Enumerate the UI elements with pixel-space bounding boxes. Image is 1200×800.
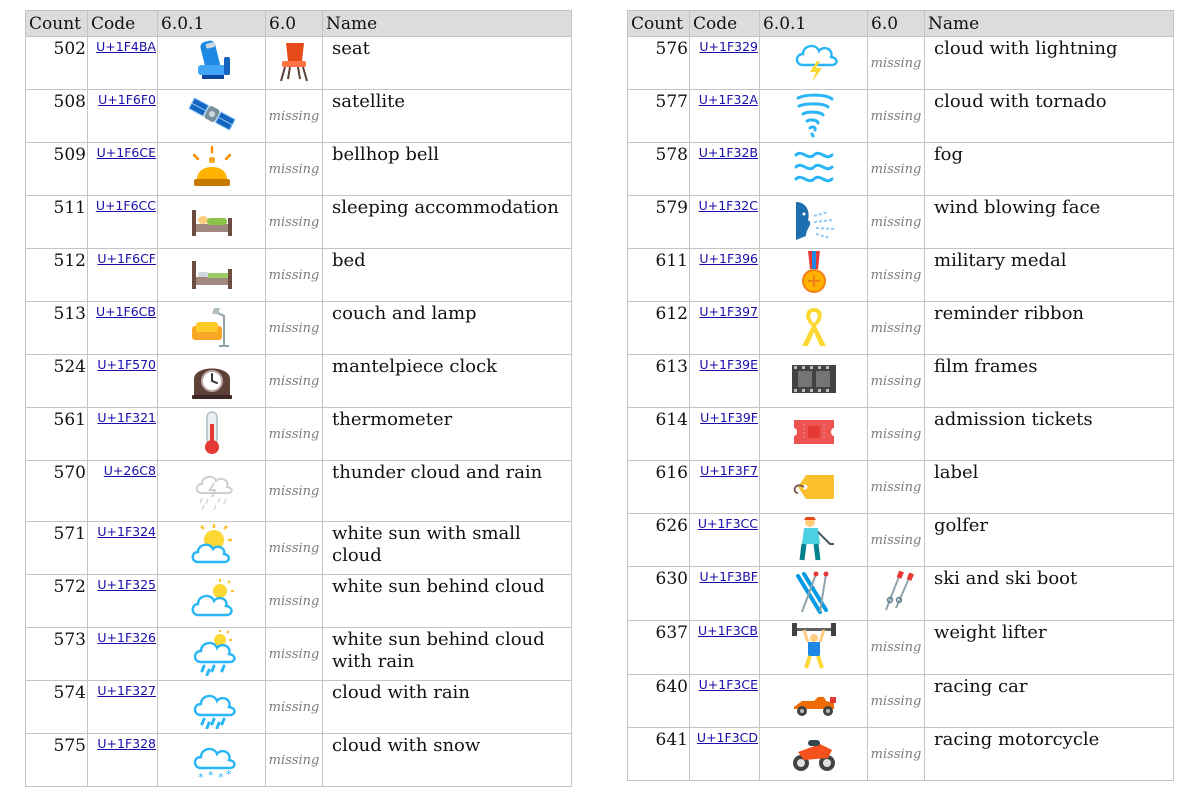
code-link[interactable]: U+1F32C (698, 198, 758, 213)
code-link[interactable]: U+1F39E (699, 357, 758, 372)
count-cell: 641 (628, 728, 690, 781)
count-cell: 611 (628, 249, 690, 302)
code-link[interactable]: U+1F328 (97, 736, 156, 751)
name-cell: cloud with lightning (925, 37, 1174, 90)
code-cell (88, 681, 158, 734)
missing-label: missing (868, 37, 925, 90)
fog-icon (790, 143, 838, 191)
table-row (26, 408, 572, 461)
count-cell: 509 (26, 143, 88, 196)
code-cell (88, 628, 158, 681)
table-row (26, 196, 572, 249)
code-cell (690, 143, 760, 196)
admission-tickets-icon (790, 408, 838, 456)
missing-label: missing (868, 728, 925, 781)
emoji-6-0-1-cell (158, 628, 266, 681)
table-row (628, 514, 1174, 567)
count-cell: 613 (628, 355, 690, 408)
missing-label: missing (868, 302, 925, 355)
code-link[interactable]: U+1F329 (699, 39, 758, 54)
name-cell: mantelpiece clock (323, 355, 572, 408)
name-cell: white sun behind cloud (323, 575, 572, 628)
missing-label: missing (266, 461, 323, 522)
emoji-6-0-1-cell (158, 461, 266, 522)
name-cell: cloud with rain (323, 681, 572, 734)
code-link[interactable]: U+1F324 (97, 524, 156, 539)
name-cell: white sun behind cloud with rain (323, 628, 572, 681)
missing-label: missing (266, 196, 323, 249)
code-cell (690, 249, 760, 302)
count-cell: 612 (628, 302, 690, 355)
code-cell (88, 355, 158, 408)
svg-text:*: * (217, 771, 223, 782)
ski-poles-icon (872, 568, 920, 616)
header-name: Name (925, 11, 1174, 37)
name-cell: cloud with snow (323, 734, 572, 787)
svg-text:*: * (197, 771, 203, 782)
code-link[interactable]: U+1F39F (700, 410, 758, 425)
racing-motorcycle-icon (790, 728, 838, 776)
table-row (628, 408, 1174, 461)
code-link[interactable]: U+1F325 (97, 577, 156, 592)
header-code: Code (88, 11, 158, 37)
emoji-6-0-1-cell (760, 302, 868, 355)
table-row (26, 37, 572, 90)
code-link[interactable]: U+1F6CF (97, 251, 156, 266)
code-cell (88, 734, 158, 787)
emoji-6-0-1-cell (760, 408, 868, 461)
weight-lifter-icon (790, 622, 838, 670)
code-cell (690, 675, 760, 728)
missing-label: missing (266, 302, 323, 355)
missing-label: missing (868, 408, 925, 461)
golfer-icon (790, 514, 838, 562)
code-cell (88, 37, 158, 90)
code-cell (690, 621, 760, 675)
count-cell: 630 (628, 567, 690, 621)
emoji-6-0-1-cell (760, 621, 868, 675)
count-cell: 570 (26, 461, 88, 522)
bellhop-bell-icon (188, 143, 236, 191)
name-cell: reminder ribbon (925, 302, 1174, 355)
svg-text:*: * (225, 768, 231, 781)
missing-label: missing (266, 681, 323, 734)
emoji-6-0-1-cell (158, 302, 266, 355)
emoji-table-right (627, 10, 1174, 781)
thunder-cloud-rain-icon (188, 465, 236, 513)
code-link[interactable]: U+1F6CC (95, 198, 156, 213)
name-cell: label (925, 461, 1174, 514)
table-row (26, 681, 572, 734)
code-link[interactable]: U+1F3CE (698, 677, 758, 692)
name-cell: golfer (925, 514, 1174, 567)
sun-behind-cloud-icon (188, 575, 236, 623)
header-name: Name (323, 11, 572, 37)
count-cell: 513 (26, 302, 88, 355)
code-cell (88, 143, 158, 196)
name-cell: ski and ski boot (925, 567, 1174, 621)
name-cell: thunder cloud and rain (323, 461, 572, 522)
count-cell: 579 (628, 196, 690, 249)
emoji-6-0-1-cell (158, 196, 266, 249)
ski-icon (790, 568, 838, 616)
missing-label: missing (868, 196, 925, 249)
emoji-6-0-1-cell (760, 37, 868, 90)
name-cell: admission tickets (925, 408, 1174, 461)
missing-label: missing (868, 249, 925, 302)
seat-icon (188, 37, 236, 85)
label-tag-icon (790, 461, 838, 509)
name-cell: racing car (925, 675, 1174, 728)
table-row (628, 567, 1174, 621)
code-cell (690, 728, 760, 781)
count-cell: 626 (628, 514, 690, 567)
table-row (628, 302, 1174, 355)
racing-car-icon (790, 675, 838, 723)
mantelpiece-clock-icon (188, 355, 236, 403)
count-cell: 561 (26, 408, 88, 461)
code-link[interactable]: U+1F6F0 (98, 92, 156, 107)
table-row (26, 734, 572, 787)
count-cell: 614 (628, 408, 690, 461)
header-6-0-1: 6.0.1 (760, 11, 868, 37)
table-row (26, 628, 572, 681)
bed-icon (188, 249, 236, 297)
table-header-row (26, 11, 572, 37)
missing-label: missing (266, 249, 323, 302)
missing-label: missing (266, 575, 323, 628)
count-cell: 502 (26, 37, 88, 90)
name-cell: bed (323, 249, 572, 302)
satellite-icon (188, 90, 236, 138)
table-row (628, 143, 1174, 196)
header-6-0: 6.0 (868, 11, 925, 37)
emoji-6-0-1-cell (760, 355, 868, 408)
header-6-0-1: 6.0.1 (158, 11, 266, 37)
code-cell (88, 408, 158, 461)
code-link[interactable]: U+1F3BF (699, 569, 758, 584)
tornado-icon (790, 90, 838, 138)
code-link[interactable]: U+1F3F7 (700, 463, 758, 478)
count-cell: 524 (26, 355, 88, 408)
name-cell: racing motorcycle (925, 728, 1174, 781)
missing-label: missing (868, 143, 925, 196)
code-link[interactable]: U+1F321 (97, 410, 156, 425)
name-cell: couch and lamp (323, 302, 572, 355)
thermometer-icon (188, 408, 236, 456)
sleeping-accommodation-icon (188, 196, 236, 244)
missing-label: missing (266, 734, 323, 787)
count-cell: 575 (26, 734, 88, 787)
count-cell: 511 (26, 196, 88, 249)
couch-and-lamp-icon (188, 302, 236, 350)
emoji-table-left (25, 10, 572, 787)
count-cell: 577 (628, 90, 690, 143)
name-cell: satellite (323, 90, 572, 143)
code-link[interactable]: U+1F326 (97, 630, 156, 645)
military-medal-icon (790, 249, 838, 297)
code-link[interactable]: U+1F396 (699, 251, 758, 266)
name-cell: fog (925, 143, 1174, 196)
code-cell (88, 302, 158, 355)
name-cell: film frames (925, 355, 1174, 408)
count-cell: 508 (26, 90, 88, 143)
emoji-6-0-1-cell (760, 196, 868, 249)
code-cell (690, 196, 760, 249)
missing-label: missing (868, 355, 925, 408)
code-link[interactable]: U+1F6CE (96, 145, 156, 160)
missing-label: missing (266, 143, 323, 196)
code-cell (88, 90, 158, 143)
table-row (628, 90, 1174, 143)
code-link[interactable]: U+1F327 (97, 683, 156, 698)
count-cell: 578 (628, 143, 690, 196)
name-cell: wind blowing face (925, 196, 1174, 249)
code-cell (88, 575, 158, 628)
table-header-row (628, 11, 1174, 37)
emoji-6-0-cell (868, 567, 925, 621)
emoji-6-0-1-cell (158, 355, 266, 408)
name-cell: white sun with small cloud (323, 522, 572, 575)
count-cell: 571 (26, 522, 88, 575)
code-link[interactable]: U+26C8 (103, 463, 156, 478)
missing-label: missing (266, 408, 323, 461)
name-cell: bellhop bell (323, 143, 572, 196)
emoji-6-0-1-cell (760, 728, 868, 781)
header-code: Code (690, 11, 760, 37)
code-cell (690, 408, 760, 461)
missing-label: missing (868, 461, 925, 514)
cloud-lightning-icon (790, 37, 838, 85)
count-cell: 573 (26, 628, 88, 681)
code-link[interactable]: U+1F570 (97, 357, 156, 372)
emoji-6-0-1-cell (158, 37, 266, 90)
table-row (628, 37, 1174, 90)
emoji-6-0-1-cell (760, 567, 868, 621)
code-link[interactable]: U+1F3CC (697, 516, 758, 531)
code-cell (88, 249, 158, 302)
count-cell: 637 (628, 621, 690, 675)
code-cell (690, 90, 760, 143)
emoji-6-0-1-cell (158, 408, 266, 461)
code-link[interactable]: U+1F3CB (697, 623, 758, 638)
name-cell: military medal (925, 249, 1174, 302)
emoji-6-0-cell (266, 37, 323, 90)
table-row (26, 461, 572, 522)
missing-label: missing (868, 514, 925, 567)
code-link[interactable]: U+1F32B (698, 145, 758, 160)
code-cell (690, 461, 760, 514)
name-cell: weight lifter (925, 621, 1174, 675)
emoji-6-0-1-cell (760, 249, 868, 302)
missing-label: missing (266, 355, 323, 408)
table-row (628, 621, 1174, 675)
emoji-6-0-1-cell (158, 90, 266, 143)
code-cell (88, 461, 158, 522)
code-cell (690, 302, 760, 355)
emoji-6-0-1-cell (760, 143, 868, 196)
missing-label: missing (868, 621, 925, 675)
emoji-6-0-1-cell (158, 575, 266, 628)
emoji-6-0-1-cell (158, 249, 266, 302)
emoji-6-0-1-cell (760, 90, 868, 143)
svg-text:*: * (207, 769, 213, 782)
missing-label: missing (266, 522, 323, 575)
missing-label: missing (266, 90, 323, 143)
table-row (26, 355, 572, 408)
missing-label: missing (868, 675, 925, 728)
count-cell: 572 (26, 575, 88, 628)
table-row (26, 522, 572, 575)
sun-small-cloud-icon (188, 522, 236, 570)
name-cell: thermometer (323, 408, 572, 461)
header-count: Count (26, 11, 88, 37)
count-cell: 512 (26, 249, 88, 302)
cloud-snow-icon (188, 734, 236, 782)
code-cell (690, 355, 760, 408)
name-cell: seat (323, 37, 572, 90)
emoji-6-0-1-cell (760, 461, 868, 514)
emoji-6-0-1-cell (760, 675, 868, 728)
code-cell (690, 514, 760, 567)
wind-face-icon (790, 196, 838, 244)
emoji-6-0-1-cell (158, 522, 266, 575)
missing-label: missing (266, 628, 323, 681)
sun-cloud-rain-icon (188, 628, 236, 676)
table-row (26, 90, 572, 143)
emoji-6-0-1-cell (760, 514, 868, 567)
code-link[interactable]: U+1F4BA (96, 39, 156, 54)
code-link[interactable]: U+1F32A (698, 92, 758, 107)
table-row (628, 196, 1174, 249)
emoji-6-0-1-cell (158, 143, 266, 196)
count-cell: 576 (628, 37, 690, 90)
count-cell: 616 (628, 461, 690, 514)
table-row (628, 355, 1174, 408)
table-row (628, 728, 1174, 781)
code-cell (690, 567, 760, 621)
table-row (628, 249, 1174, 302)
table-row (26, 302, 572, 355)
table-row (26, 249, 572, 302)
table-row (26, 143, 572, 196)
name-cell: cloud with tornado (925, 90, 1174, 143)
code-link[interactable]: U+1F6CB (95, 304, 156, 319)
header-count: Count (628, 11, 690, 37)
code-cell (88, 522, 158, 575)
table-row (628, 675, 1174, 728)
reminder-ribbon-icon (790, 302, 838, 350)
count-cell: 574 (26, 681, 88, 734)
code-link[interactable]: U+1F3CD (696, 730, 758, 745)
chair-icon (270, 37, 318, 85)
name-cell: sleeping accommodation (323, 196, 572, 249)
header-6-0: 6.0 (266, 11, 323, 37)
code-cell (690, 37, 760, 90)
emoji-6-0-1-cell (158, 681, 266, 734)
missing-label: missing (868, 90, 925, 143)
code-cell (88, 196, 158, 249)
code-link[interactable]: U+1F397 (699, 304, 758, 319)
count-cell: 640 (628, 675, 690, 728)
film-frames-icon (790, 355, 838, 403)
cloud-rain-icon (188, 681, 236, 729)
table-row (628, 461, 1174, 514)
emoji-6-0-1-cell (158, 734, 266, 787)
table-row (26, 575, 572, 628)
